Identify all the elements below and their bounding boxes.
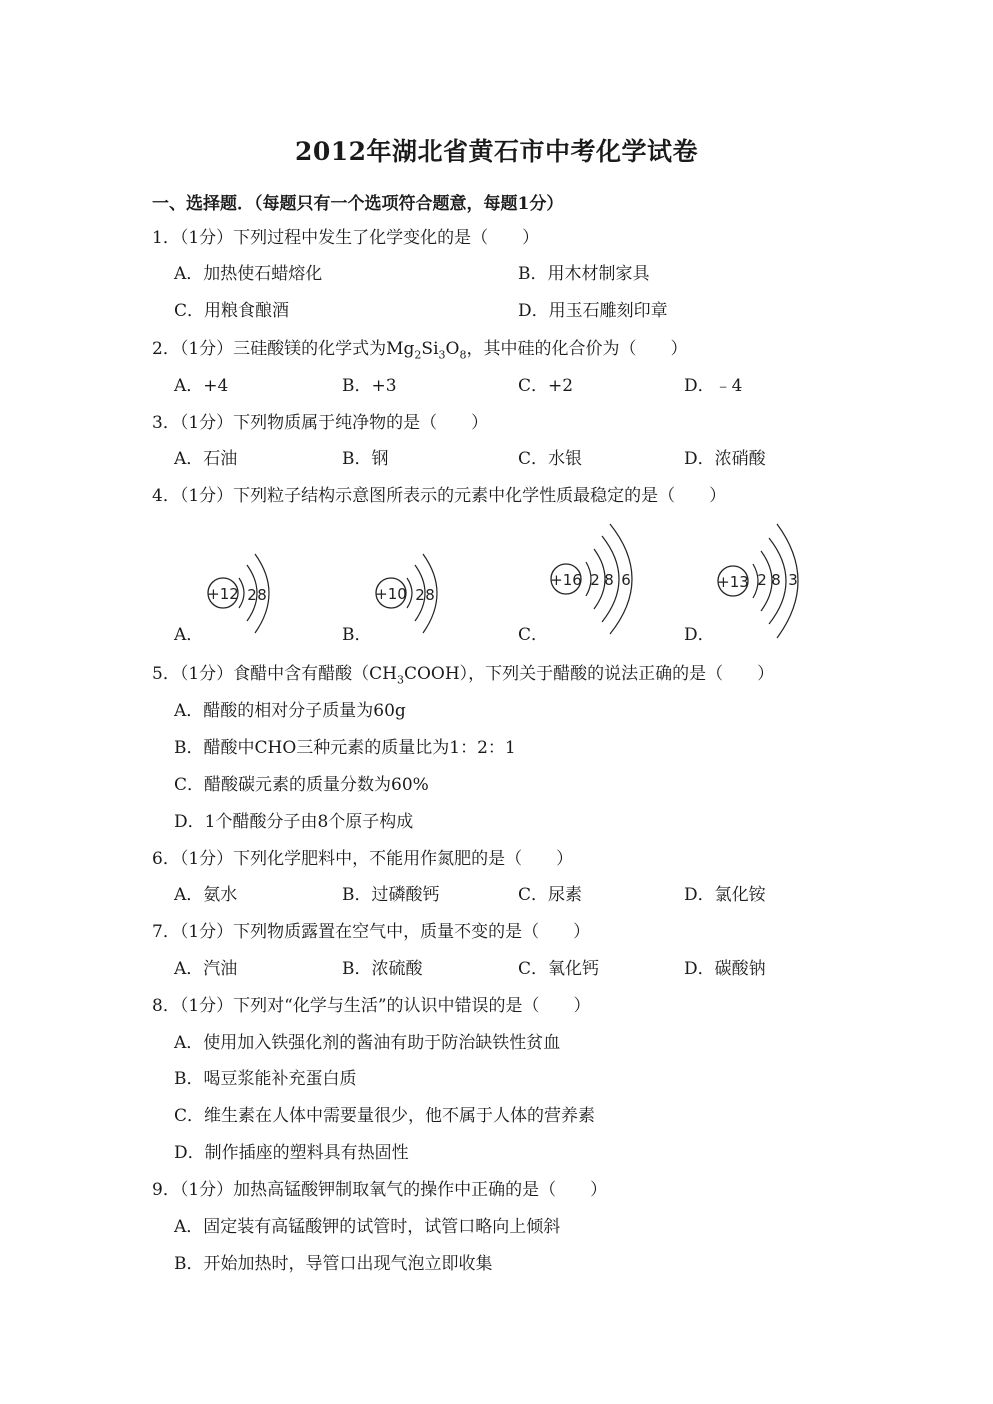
question-1-option-b: B．用木材制家具 <box>518 264 650 284</box>
question-8-option-a: A．使用加入铁强化剂的酱油有助于防治缺铁性贫血 <box>174 1033 561 1053</box>
atom-diagram-d <box>707 522 817 642</box>
question-3-stem: 3．（1分）下列物质属于纯净物的是（ ） <box>152 413 489 433</box>
question-3-option-c: C．水银 <box>518 449 583 469</box>
atom-diagram-c <box>540 522 650 642</box>
shell-electrons: 8 <box>604 571 614 589</box>
formula-sub-ch3: 3 <box>396 673 404 687</box>
question-4-option-a: A． <box>174 625 204 645</box>
question-3-option-d: D．浓硝酸 <box>684 449 766 469</box>
nucleus-charge: +10 <box>375 585 407 603</box>
question-5-option-c: C．醋酸碳元素的质量分数为60% <box>174 775 429 795</box>
page-title: 2012年湖北省黄石市中考化学试卷 <box>294 137 699 166</box>
question-3-option-b: B．钢 <box>342 449 389 469</box>
shell-electrons: 3 <box>788 571 798 589</box>
question-8-option-b: B．喝豆浆能补充蛋白质 <box>174 1069 357 1089</box>
question-6-stem: 6．（1分）下列化学肥料中，不能用作氮肥的是（ ） <box>152 849 574 869</box>
shell-electrons: 6 <box>621 571 631 589</box>
question-2-option-c: C．+2 <box>518 376 574 396</box>
nucleus-charge: +13 <box>717 573 749 591</box>
question-5-stem-pre: 5．（1分）食醋中含有醋酸（CH <box>152 664 397 684</box>
shell-electrons: 2 <box>757 571 767 589</box>
question-8-option-d: D．制作插座的塑料具有热固性 <box>174 1143 409 1163</box>
question-5-option-a: A．醋酸的相对分子质量为60g <box>174 701 406 721</box>
question-2-stem-pre: 2．（1分）三硅酸镁的化学式为Mg <box>152 339 415 359</box>
electron-shell-arc <box>239 578 244 608</box>
formula-si: Si <box>421 339 439 359</box>
question-8-stem: 8．（1分）下列对“化学与生活”的认识中错误的是（ ） <box>152 996 591 1016</box>
section-heading: 一、选择题．（每题只有一个选项符合题意，每题1分） <box>152 194 564 214</box>
question-4-stem: 4．（1分）下列粒子结构示意图所表示的元素中化学性质最稳定的是（ ） <box>152 486 727 506</box>
question-3-option-a: A．石油 <box>174 449 238 469</box>
question-6-option-b: B．过磷酸钙 <box>342 885 440 905</box>
question-5-option-d: D．1个醋酸分子由8个原子构成 <box>174 812 414 832</box>
question-6-option-a: A．氨水 <box>174 885 238 905</box>
nucleus-charge: +12 <box>207 585 239 603</box>
formula-sub-si: 3 <box>438 348 446 362</box>
question-5-stem <box>152 663 774 691</box>
question-6-option-d: D．氯化铵 <box>684 885 766 905</box>
question-9-stem: 9．（1分）加热高锰酸钾制取氧气的操作中正确的是（ ） <box>152 1180 608 1200</box>
shell-electrons: 8 <box>771 571 781 589</box>
question-1-option-c: C．用粮食酿酒 <box>174 301 290 321</box>
question-4-option-d: D． <box>684 625 715 645</box>
formula-sub-o: 8 <box>459 348 467 362</box>
atom-diagram-a <box>195 540 285 640</box>
question-4-option-b: B． <box>342 625 372 645</box>
question-9-option-a: A．固定装有高锰酸钾的试管时，试管口略向上倾斜 <box>174 1217 561 1237</box>
shell-electrons: 8 <box>257 586 267 604</box>
question-2-option-b: B．+3 <box>342 376 397 396</box>
shell-electrons: 2 <box>247 586 257 604</box>
question-2-option-d: D．﹣4 <box>684 376 743 396</box>
shell-electrons: 2 <box>415 586 425 604</box>
question-7-option-d: D．碳酸钠 <box>684 959 766 979</box>
shell-electrons: 2 <box>590 571 600 589</box>
shell-electrons: 8 <box>425 586 435 604</box>
question-7-option-b: B．浓硫酸 <box>342 959 423 979</box>
atom-diagram-b <box>363 540 453 640</box>
nucleus-charge: +16 <box>550 571 582 589</box>
question-7-option-c: C．氧化钙 <box>518 959 600 979</box>
question-1-option-a: A．加热使石蜡熔化 <box>174 264 323 284</box>
question-9-option-b: B．开始加热时，导管口出现气泡立即收集 <box>174 1254 493 1274</box>
question-1-option-d: D．用玉石雕刻印章 <box>518 301 668 321</box>
question-5-stem-post: COOH），下列关于醋酸的说法正确的是（ ） <box>403 664 775 684</box>
question-4-option-c: C． <box>518 625 549 645</box>
question-5-option-b: B．醋酸中CHO三种元素的质量比为1：2：1 <box>174 738 516 758</box>
question-1-stem: 1．（1分）下列过程中发生了化学变化的是（ ） <box>152 228 540 248</box>
question-6-option-c: C．尿素 <box>518 885 583 905</box>
question-2-stem <box>152 338 687 366</box>
formula-o: O <box>445 339 460 359</box>
question-2-option-a: A．+4 <box>174 376 229 396</box>
question-7-option-a: A．汽油 <box>174 959 238 979</box>
question-8-option-c: C．维生素在人体中需要量很少，他不属于人体的营养素 <box>174 1106 596 1126</box>
question-2-stem-post: ，其中硅的化合价为（ ） <box>466 339 688 359</box>
formula-sub-mg: 2 <box>414 348 422 362</box>
electron-shell-arc <box>407 578 412 608</box>
question-7-stem: 7．（1分）下列物质露置在空气中，质量不变的是（ ） <box>152 922 591 942</box>
